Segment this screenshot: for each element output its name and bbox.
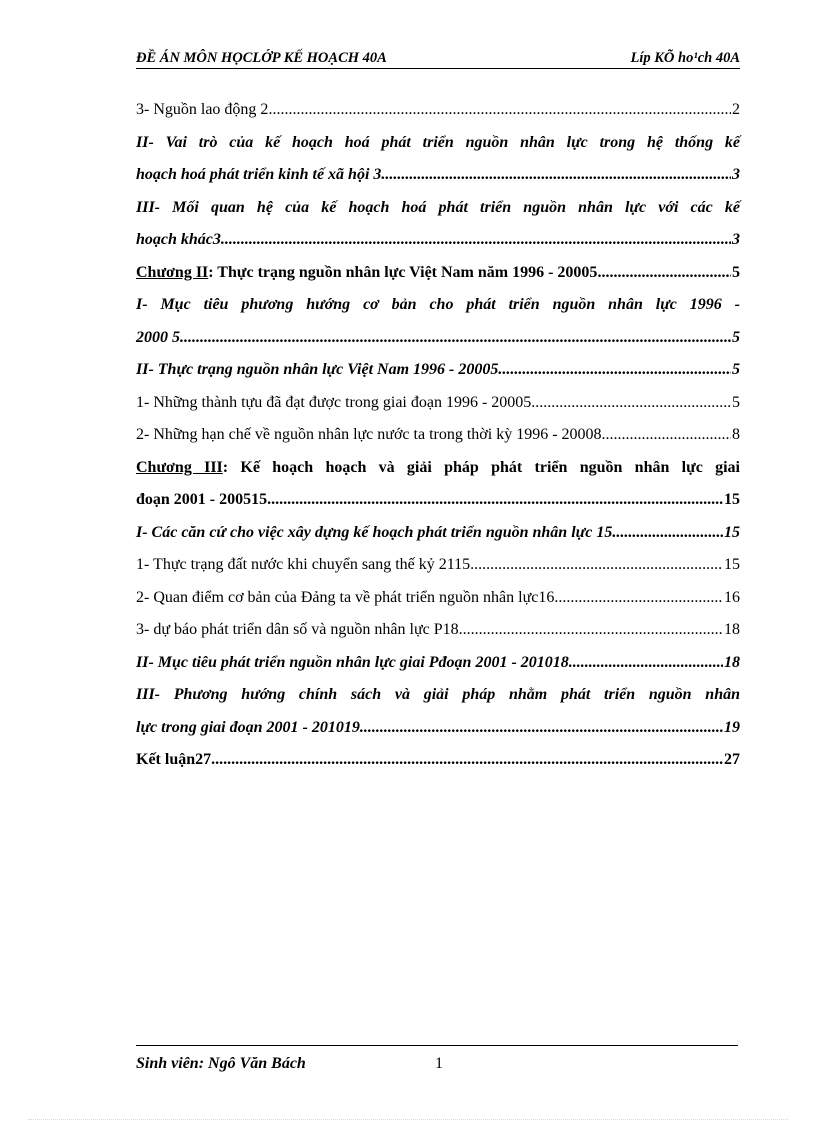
toc-page-number: 15	[724, 523, 740, 541]
toc-page-number: 19	[724, 718, 740, 736]
footer-student-name: Sinh viên: Ngô Văn Bách	[136, 1055, 306, 1072]
header-class-name: Líp KÕ ho¹ch 40A	[630, 50, 740, 66]
toc-entry-title-line1: III- Mối quan hệ của kế hoạch hoá phát triển nguồn nhân lực với các kế	[136, 198, 740, 216]
toc-entry[interactable]	[136, 647, 740, 680]
toc-entry-title: 2- Những hạn chế về nguồn nhân lực nước ta trong thời kỳ 1996 - 20008	[136, 426, 602, 443]
toc-dot-leader	[569, 647, 723, 680]
toc-page-number: 16	[724, 588, 740, 606]
toc-entry-title: 3- Nguồn lao động 2	[136, 101, 269, 118]
toc-entry[interactable]	[136, 614, 740, 647]
toc-page-number: 2	[732, 101, 740, 118]
toc-dot-leader	[597, 257, 731, 290]
toc-dot-leader	[612, 517, 723, 550]
toc-entry-conclusion[interactable]	[136, 744, 740, 777]
toc-entry[interactable]	[136, 582, 740, 615]
footer-page-number: 1	[435, 1055, 443, 1072]
toc-dot-leader	[381, 159, 731, 192]
footer-rule	[176, 1045, 738, 1046]
toc-page-number: 5	[732, 328, 740, 346]
toc-entry-title: hoạch hoá phát triển kinh tế xã hội 3	[136, 166, 382, 183]
toc-entry[interactable]	[136, 549, 740, 582]
page-header	[136, 50, 740, 69]
toc-dot-leader	[470, 549, 723, 582]
toc-entry-title-line1: III- Phương hướng chính sách và giải pháp nhằm phát triển nguồn nhân	[136, 686, 740, 703]
toc-entry[interactable]	[136, 289, 740, 354]
toc-entry-title-line1: I- Mục tiêu phương hướng cơ bản cho phát triển nguồn nhân lực 1996 -	[136, 296, 740, 313]
toc-entry-title: 2- Quan điểm cơ bản của Đảng ta về phát triển nguồn nhân lực16	[136, 588, 555, 606]
footer-rule-short	[136, 1045, 176, 1046]
toc-entry[interactable]	[136, 679, 740, 744]
toc-page-number: 18	[724, 621, 740, 638]
toc-dot-leader	[459, 614, 723, 647]
toc-entry-title-line1: II- Vai trò của kế hoạch hoá phát triển nguồn nhân lực trong hệ thống kế	[136, 133, 740, 151]
toc-entry[interactable]	[136, 387, 740, 420]
toc-page-number: 5	[732, 263, 740, 281]
header-course-title: ĐỀ ÁN MÔN HỌCLỚP KẾ HOẠCH 40A	[136, 50, 387, 66]
toc-dot-leader	[360, 712, 723, 745]
toc-dot-leader	[211, 744, 723, 777]
toc-entry-title: 3- dự báo phát triển dân số và nguồn nhân lực P18	[136, 621, 459, 638]
toc-dot-leader	[602, 419, 731, 452]
toc-page-number: 3	[732, 231, 740, 248]
toc-entry-title: 1- Thực trạng đất nước khi chuyển sang thế kỷ 2115	[136, 556, 471, 573]
toc-entry-title: II- Mục tiêu phát triển nguồn nhân lực giai Pđoạn 2001 - 201018	[136, 653, 569, 671]
toc-dot-leader	[531, 387, 731, 420]
toc-entry-title: II- Thực trạng nguồn nhân lực Việt Nam 1996 - 20005	[136, 361, 499, 378]
toc-page-number: 27	[724, 751, 740, 768]
toc-page-number: 5	[732, 361, 740, 378]
toc-dot-leader	[267, 484, 723, 517]
toc-entry-title: đoạn 2001 - 200515	[136, 491, 268, 508]
toc-entry[interactable]	[136, 517, 740, 550]
toc-page-number: 15	[724, 491, 740, 508]
toc-entry-title: 1- Những thành tựu đã đạt được trong giai đoạn 1996 - 20005	[136, 393, 532, 411]
toc-entry[interactable]	[136, 354, 740, 387]
toc-dot-leader	[221, 224, 731, 257]
toc-entry-chapter[interactable]	[136, 452, 740, 517]
toc-page-number: 5	[732, 393, 740, 411]
toc-page-number: 8	[732, 426, 740, 443]
chapter-label: Chương II	[136, 263, 209, 281]
toc-dot-leader	[554, 582, 723, 615]
toc-entry-title: I- Các căn cứ cho việc xây dựng kế hoạch phát triển nguồn nhân lực 15	[136, 523, 613, 541]
toc-entry[interactable]	[136, 192, 740, 257]
toc-entry[interactable]	[136, 94, 740, 127]
toc-entry[interactable]	[136, 127, 740, 192]
toc-entry-title-line1: : Kế hoạch hoạch và giải pháp phát triển nguồn nhân lực giai	[222, 458, 741, 476]
toc-entry[interactable]	[136, 419, 740, 452]
toc-dot-leader	[180, 322, 731, 355]
toc-entry-chapter[interactable]	[136, 257, 740, 290]
chapter-label: Chương III	[136, 458, 223, 476]
toc-entry-title: Kết luận27	[136, 751, 212, 768]
toc-entry-title: lực trong giai đoạn 2001 - 201019	[136, 718, 360, 736]
toc-entry-title: 2000 5	[136, 328, 180, 346]
page-bottom-border	[28, 1119, 788, 1120]
toc-dot-leader	[498, 354, 731, 387]
toc-entry-title: hoạch khác3	[136, 231, 221, 248]
toc-page-number: 18	[724, 653, 740, 671]
toc-entry-title: : Thực trạng nguồn nhân lực Việt Nam năm 1996 - 20005	[208, 263, 598, 281]
table-of-contents	[136, 94, 740, 777]
toc-page-number: 15	[724, 556, 740, 573]
toc-page-number: 3	[732, 166, 740, 183]
toc-dot-leader	[268, 94, 731, 127]
